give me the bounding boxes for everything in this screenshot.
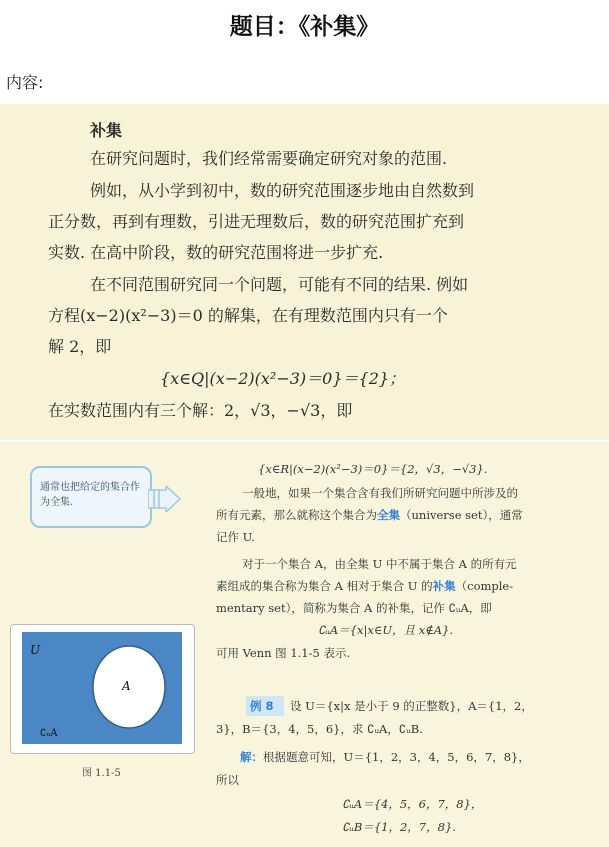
answer-cub: ∁ᵤB＝{1，2，7，8}.: [342, 820, 456, 834]
answer-cua: ∁ᵤA＝{4，5，6，7，8}，: [342, 797, 483, 811]
text-span: （universe set），通常: [400, 508, 523, 522]
term-universe-set: 全集: [377, 508, 400, 522]
figure-caption: 图 1.1-5: [82, 768, 121, 779]
text-line: [216, 579, 513, 593]
page-title: 题目：《补集》: [229, 14, 380, 40]
text-line: [240, 750, 530, 764]
text-line: 解 2，即: [48, 337, 112, 356]
text-line: 设 U＝{x|x 是小于 9 的正整数}，A＝{1，2，: [290, 699, 533, 713]
term-complementary-set: 补集: [432, 579, 456, 593]
text-line: 在实数范围内有三个解：2，√3，−√3，即: [48, 401, 353, 420]
example-tag: 例 8: [250, 699, 274, 713]
venn-diagram: [22, 632, 182, 744]
text-line: 所以: [216, 773, 239, 787]
text-line: 方程(x−2)(x²−3)＝0 的解集，在有理数范围内只有一个: [48, 306, 448, 325]
solution-tag: 解：: [240, 750, 263, 764]
text-line: 实数. 在高中阶段，数的研究范围将进一步扩充.: [48, 243, 384, 262]
text-line: 在不同范围研究同一个问题，可能有不同的结果. 例如: [90, 275, 469, 294]
arrow-icon: [148, 486, 182, 512]
text-line: 可用 Venn 图 1.1-5 表示.: [216, 646, 351, 660]
text-line: 记作 U.: [216, 530, 255, 544]
text-line: 在研究问题时，我们经常需要确定研究对象的范围.: [90, 149, 448, 168]
text-span: （comple-: [455, 579, 514, 593]
text-line: 一般地，如果一个集合含有我们所研究问题中所涉及的: [242, 486, 518, 500]
section-heading: 补集: [90, 121, 123, 140]
venn-label-a: A: [122, 679, 131, 693]
text-line: [216, 508, 523, 522]
text-line: mentary set），简称为集合 A 的补集，记作 ∁ᵤA，即: [216, 601, 492, 615]
text-span: 根据题意可知，U＝{1，2，3，4，5，6，7，8}，: [263, 750, 530, 764]
venn-label-complement: ∁ᵤA: [40, 728, 58, 739]
formula-complement: ∁ᵤA＝{x|x∈U，且 x∉A}.: [318, 623, 454, 637]
text-line: 3}，B＝{3，4，5，6}，求 ∁ᵤA，∁ᵤB.: [216, 722, 423, 736]
text-line: 例如，从小学到初中，数的研究范围逐步地由自然数到: [90, 181, 475, 200]
text-span: 素组成的集合称为集合 A 相对于集合 U 的: [216, 579, 433, 593]
formula-real: {x∈R|(x−2)(x²−3)＝0}＝{2，√3，−√3}.: [258, 462, 488, 476]
text-line: 对于一个集合 A，由全集 U 中不属于集合 A 的所有元: [242, 557, 517, 571]
formula-rational: {x∈Q|(x−2)(x²−3)＝0}＝{2}；: [160, 369, 406, 388]
margin-note-text: 通常也把给定的集合作为全集.: [40, 482, 140, 508]
text-line: 正分数，再到有理数，引进无理数后，数的研究范围扩充到: [48, 212, 465, 231]
content-label: 内容:: [6, 73, 44, 92]
text-span: 所有元素，那么就称这个集合为: [216, 508, 377, 522]
venn-label-u: U: [30, 643, 41, 657]
